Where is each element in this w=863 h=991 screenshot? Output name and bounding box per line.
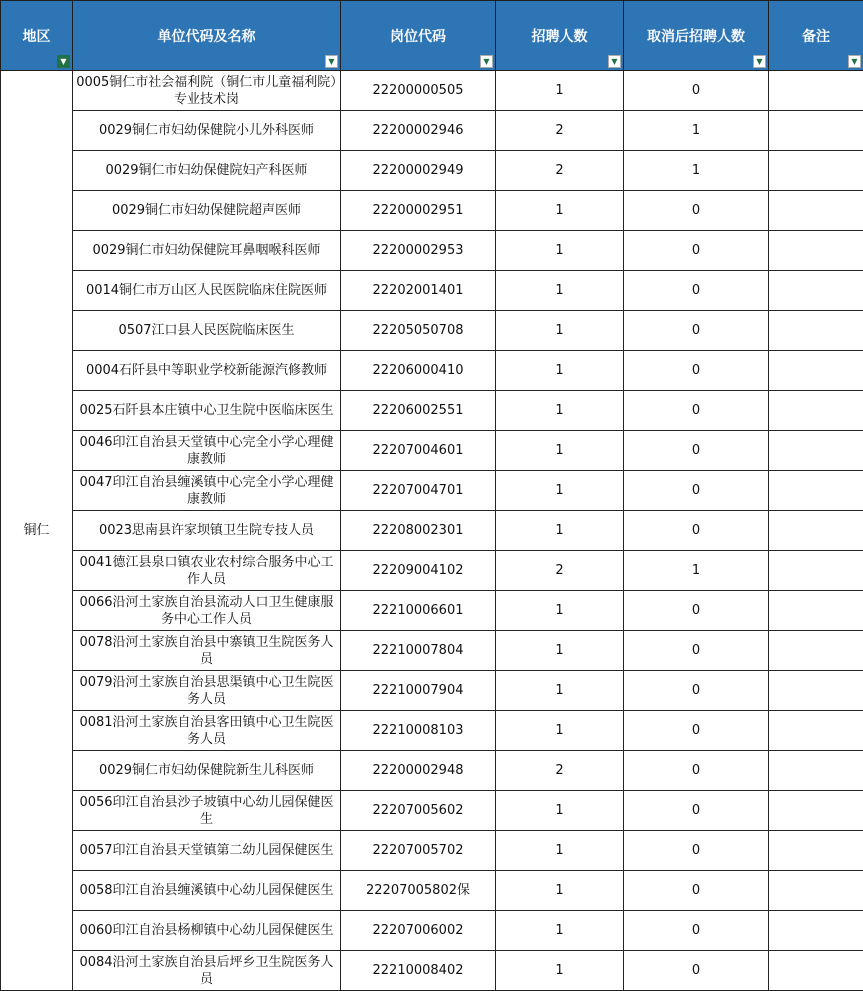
unit-cell[interactable]: 0041德江县泉口镇农业农村综合服务中心工作人员 bbox=[73, 551, 341, 591]
recruit-cell[interactable]: 2 bbox=[496, 151, 624, 191]
recruit-cell[interactable]: 1 bbox=[496, 711, 624, 751]
table-row bbox=[1, 311, 863, 351]
table-row bbox=[1, 951, 863, 991]
after-cancel-cell[interactable]: 0 bbox=[624, 671, 769, 711]
remark-cell[interactable] bbox=[769, 271, 863, 311]
unit-cell[interactable]: 0058印江自治县缠溪镇中心幼儿园保健医生 bbox=[73, 871, 341, 911]
remark-cell[interactable] bbox=[769, 911, 863, 951]
recruit-cell[interactable]: 1 bbox=[496, 951, 624, 991]
remark-cell[interactable] bbox=[769, 391, 863, 431]
unit-cell[interactable]: 0029铜仁市妇幼保健院新生儿科医师 bbox=[73, 751, 341, 791]
recruit-cell[interactable]: 1 bbox=[496, 631, 624, 671]
post-code-cell[interactable]: 22210007804 bbox=[341, 631, 496, 671]
after-cancel-cell[interactable]: 0 bbox=[624, 831, 769, 871]
post-code-cell[interactable]: 22200002948 bbox=[341, 751, 496, 791]
filter-dropdown-icon[interactable]: ▼ bbox=[480, 55, 493, 68]
unit-cell[interactable]: 0014铜仁市万山区人民医院临床住院医师 bbox=[73, 271, 341, 311]
unit-cell[interactable]: 0084沿河土家族自治县后坪乡卫生院医务人员 bbox=[73, 951, 341, 991]
unit-cell[interactable]: 0066沿河土家族自治县流动人口卫生健康服务中心工作人员 bbox=[73, 591, 341, 631]
recruit-cell[interactable]: 1 bbox=[496, 511, 624, 551]
table-row bbox=[1, 111, 863, 151]
after-cancel-cell[interactable]: 0 bbox=[624, 271, 769, 311]
recruit-cell[interactable]: 1 bbox=[496, 671, 624, 711]
after-cancel-cell[interactable]: 1 bbox=[624, 551, 769, 591]
unit-cell[interactable]: 0079沿河土家族自治县思渠镇中心卫生院医务人员 bbox=[73, 671, 341, 711]
table-row bbox=[1, 671, 863, 711]
table-row bbox=[1, 831, 863, 871]
after-cancel-cell[interactable]: 1 bbox=[624, 111, 769, 151]
unit-cell[interactable]: 0025石阡县本庄镇中心卫生院中医临床医生 bbox=[73, 391, 341, 431]
remark-cell[interactable] bbox=[769, 151, 863, 191]
remark-cell[interactable] bbox=[769, 111, 863, 151]
header-row bbox=[1, 1, 863, 71]
after-cancel-cell[interactable]: 0 bbox=[624, 871, 769, 911]
post-code-cell[interactable]: 22207005802保 bbox=[341, 871, 496, 911]
post-code-cell[interactable]: 22210007904 bbox=[341, 671, 496, 711]
after-cancel-cell[interactable]: 0 bbox=[624, 71, 769, 111]
post-code-cell[interactable]: 22200002949 bbox=[341, 151, 496, 191]
post-code-cell[interactable]: 22207005702 bbox=[341, 831, 496, 871]
filter-dropdown-icon[interactable]: ▼ bbox=[753, 55, 766, 68]
recruit-cell[interactable]: 1 bbox=[496, 471, 624, 511]
post-code-cell[interactable]: 22205050708 bbox=[341, 311, 496, 351]
table-row bbox=[1, 751, 863, 791]
after-cancel-cell[interactable]: 0 bbox=[624, 231, 769, 271]
post-code-cell[interactable]: 22207004601 bbox=[341, 431, 496, 471]
header-after-cancel-label: 取消后招聘人数 bbox=[647, 29, 745, 45]
post-code-cell[interactable]: 22210008402 bbox=[341, 951, 496, 991]
header-recruit-label: 招聘人数 bbox=[532, 29, 588, 45]
remark-cell[interactable] bbox=[769, 351, 863, 391]
unit-cell[interactable]: 0060印江自治县杨柳镇中心幼儿园保健医生 bbox=[73, 911, 341, 951]
post-code-cell[interactable]: 22210006601 bbox=[341, 591, 496, 631]
after-cancel-cell[interactable]: 0 bbox=[624, 311, 769, 351]
unit-cell[interactable]: 0029铜仁市妇幼保健院超声医师 bbox=[73, 191, 341, 231]
table-row bbox=[1, 871, 863, 911]
unit-cell[interactable]: 0046印江自治县天堂镇中心完全小学心理健康教师 bbox=[73, 431, 341, 471]
table-row bbox=[1, 591, 863, 631]
after-cancel-cell[interactable]: 0 bbox=[624, 471, 769, 511]
post-code-cell[interactable]: 22202001401 bbox=[341, 271, 496, 311]
post-code-cell[interactable]: 22200002951 bbox=[341, 191, 496, 231]
post-code-cell[interactable]: 22207006002 bbox=[341, 911, 496, 951]
table-row bbox=[1, 191, 863, 231]
unit-cell[interactable]: 0004石阡县中等职业学校新能源汽修教师 bbox=[73, 351, 341, 391]
remark-cell[interactable] bbox=[769, 711, 863, 751]
recruit-cell[interactable]: 1 bbox=[496, 431, 624, 471]
header-region-label: 地区 bbox=[23, 29, 51, 45]
after-cancel-cell[interactable]: 0 bbox=[624, 951, 769, 991]
recruit-cell[interactable]: 1 bbox=[496, 391, 624, 431]
filter-dropdown-icon[interactable]: ▼ bbox=[325, 55, 338, 68]
recruit-cell[interactable]: 1 bbox=[496, 191, 624, 231]
table-row bbox=[1, 551, 863, 591]
header-recruit bbox=[496, 1, 624, 71]
recruit-cell[interactable]: 2 bbox=[496, 751, 624, 791]
after-cancel-cell[interactable]: 0 bbox=[624, 511, 769, 551]
unit-cell[interactable]: 0081沿河土家族自治县客田镇中心卫生院医务人员 bbox=[73, 711, 341, 751]
after-cancel-cell[interactable]: 0 bbox=[624, 631, 769, 671]
header-unit-label: 单位代码及名称 bbox=[158, 29, 256, 45]
post-code-cell[interactable]: 22206002551 bbox=[341, 391, 496, 431]
table-row bbox=[1, 351, 863, 391]
remark-cell[interactable] bbox=[769, 631, 863, 671]
remark-cell[interactable] bbox=[769, 671, 863, 711]
recruit-cell[interactable]: 1 bbox=[496, 831, 624, 871]
remark-cell[interactable] bbox=[769, 471, 863, 511]
unit-cell[interactable]: 0507江口县人民医院临床医生 bbox=[73, 311, 341, 351]
table-row bbox=[1, 391, 863, 431]
recruit-cell[interactable]: 1 bbox=[496, 311, 624, 351]
table-row bbox=[1, 471, 863, 511]
remark-cell[interactable] bbox=[769, 231, 863, 271]
unit-cell[interactable]: 0023思南县许家坝镇卫生院专技人员 bbox=[73, 511, 341, 551]
after-cancel-cell[interactable]: 0 bbox=[624, 431, 769, 471]
table-row bbox=[1, 511, 863, 551]
header-after-cancel bbox=[624, 1, 769, 71]
header-region bbox=[1, 1, 73, 71]
recruit-cell[interactable]: 1 bbox=[496, 911, 624, 951]
post-code-cell[interactable]: 22210008103 bbox=[341, 711, 496, 751]
remark-cell[interactable] bbox=[769, 191, 863, 231]
remark-cell[interactable] bbox=[769, 951, 863, 991]
after-cancel-cell[interactable]: 0 bbox=[624, 351, 769, 391]
recruit-cell[interactable]: 2 bbox=[496, 551, 624, 591]
remark-cell[interactable] bbox=[769, 551, 863, 591]
filter-dropdown-icon[interactable]: ▼ bbox=[608, 55, 621, 68]
remark-cell[interactable] bbox=[769, 591, 863, 631]
header-unit bbox=[73, 1, 341, 71]
remark-cell[interactable] bbox=[769, 831, 863, 871]
after-cancel-cell[interactable]: 0 bbox=[624, 911, 769, 951]
table-row bbox=[1, 231, 863, 271]
recruit-cell[interactable]: 1 bbox=[496, 231, 624, 271]
table-row bbox=[1, 71, 863, 111]
table-row bbox=[1, 271, 863, 311]
table-row bbox=[1, 911, 863, 951]
post-code-cell[interactable]: 22207005602 bbox=[341, 791, 496, 831]
post-code-cell[interactable]: 22209004102 bbox=[341, 551, 496, 591]
after-cancel-cell[interactable]: 0 bbox=[624, 711, 769, 751]
unit-cell[interactable]: 0029铜仁市妇幼保健院妇产科医师 bbox=[73, 151, 341, 191]
post-code-cell[interactable]: 22200000505 bbox=[341, 71, 496, 111]
table-body bbox=[1, 71, 863, 991]
remark-cell[interactable] bbox=[769, 751, 863, 791]
post-code-cell[interactable]: 22200002953 bbox=[341, 231, 496, 271]
recruit-cell[interactable]: 1 bbox=[496, 591, 624, 631]
after-cancel-cell[interactable]: 0 bbox=[624, 191, 769, 231]
after-cancel-cell[interactable]: 0 bbox=[624, 591, 769, 631]
recruit-cell[interactable]: 1 bbox=[496, 271, 624, 311]
unit-cell[interactable]: 0047印江自治县缠溪镇中心完全小学心理健康教师 bbox=[73, 471, 341, 511]
unit-cell[interactable]: 0029铜仁市妇幼保健院耳鼻咽喉科医师 bbox=[73, 231, 341, 271]
remark-cell[interactable] bbox=[769, 791, 863, 831]
post-code-cell[interactable]: 22207004701 bbox=[341, 471, 496, 511]
recruit-cell[interactable]: 1 bbox=[496, 71, 624, 111]
table-row bbox=[1, 151, 863, 191]
unit-cell[interactable]: 0056印江自治县沙子坡镇中心幼儿园保健医生 bbox=[73, 791, 341, 831]
table-row bbox=[1, 431, 863, 471]
remark-cell[interactable] bbox=[769, 871, 863, 911]
remark-cell[interactable] bbox=[769, 71, 863, 111]
header-remark bbox=[769, 1, 863, 71]
post-code-cell[interactable]: 22206000410 bbox=[341, 351, 496, 391]
after-cancel-cell[interactable]: 1 bbox=[624, 151, 769, 191]
after-cancel-cell[interactable]: 0 bbox=[624, 791, 769, 831]
table-row bbox=[1, 711, 863, 751]
after-cancel-cell[interactable]: 0 bbox=[624, 751, 769, 791]
table-row bbox=[1, 631, 863, 671]
unit-cell[interactable]: 0057印江自治县天堂镇第二幼儿园保健医生 bbox=[73, 831, 341, 871]
table-row bbox=[1, 791, 863, 831]
unit-cell[interactable]: 0078沿河土家族自治县中寨镇卫生院医务人员 bbox=[73, 631, 341, 671]
post-code-cell[interactable]: 22208002301 bbox=[341, 511, 496, 551]
after-cancel-cell[interactable]: 0 bbox=[624, 391, 769, 431]
unit-cell[interactable]: 0029铜仁市妇幼保健院小儿外科医师 bbox=[73, 111, 341, 151]
recruit-cell[interactable]: 2 bbox=[496, 111, 624, 151]
remark-cell[interactable] bbox=[769, 311, 863, 351]
header-remark-label: 备注 bbox=[802, 29, 830, 45]
recruit-cell[interactable]: 1 bbox=[496, 791, 624, 831]
recruit-cell[interactable]: 1 bbox=[496, 871, 624, 911]
unit-cell[interactable]: 0005铜仁市社会福利院（铜仁市儿童福利院）专业技术岗 bbox=[73, 71, 341, 111]
header-post-code-label: 岗位代码 bbox=[390, 29, 446, 45]
header-post-code bbox=[341, 1, 496, 71]
remark-cell[interactable] bbox=[769, 511, 863, 551]
recruit-cell[interactable]: 1 bbox=[496, 351, 624, 391]
filter-active-icon[interactable]: ▼ bbox=[57, 55, 70, 68]
filter-dropdown-icon[interactable]: ▼ bbox=[848, 55, 861, 68]
remark-cell[interactable] bbox=[769, 431, 863, 471]
region-cell[interactable]: 铜仁 bbox=[1, 71, 73, 991]
post-code-cell[interactable]: 22200002946 bbox=[341, 111, 496, 151]
